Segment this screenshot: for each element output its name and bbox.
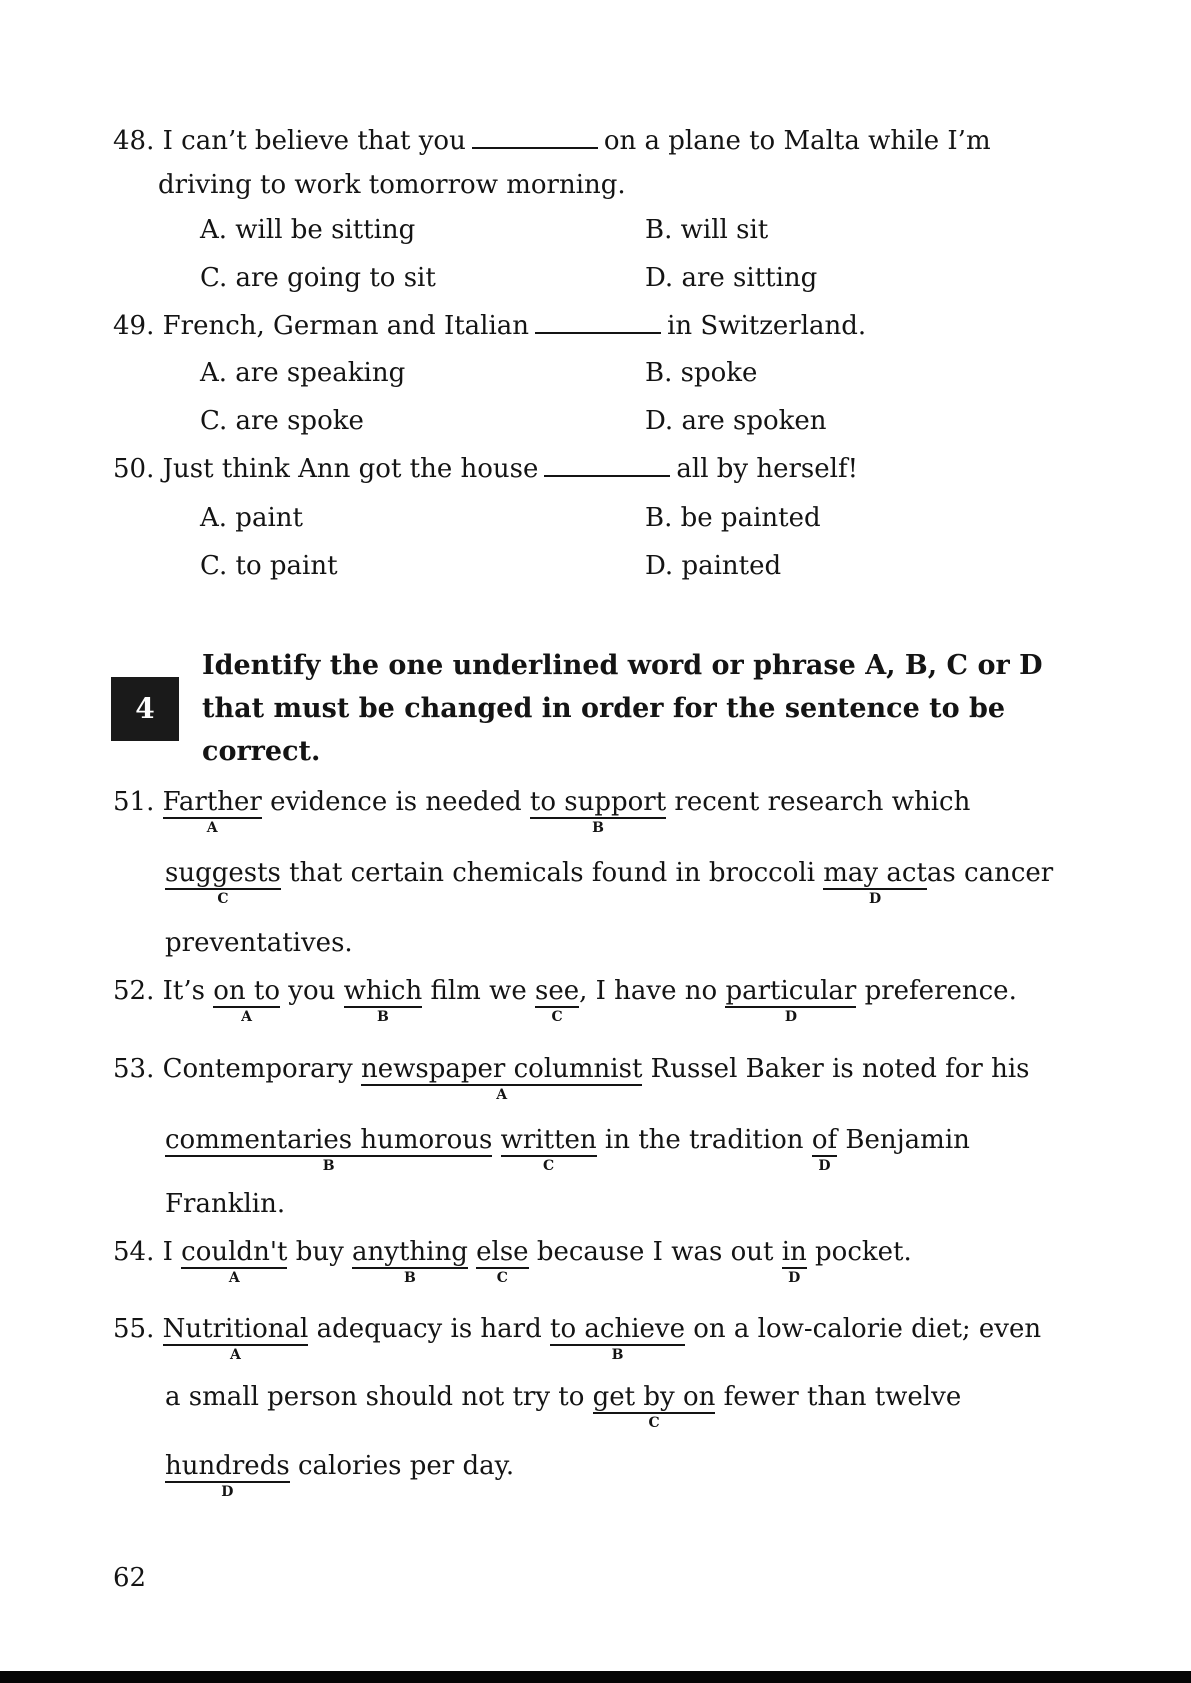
option-d: D. are spoken: [645, 406, 827, 436]
option-c: C. are spoke: [200, 406, 364, 436]
underlined-option-d: [811, 1125, 838, 1174]
underlined-option-d: [823, 858, 927, 907]
question-48: [113, 125, 991, 157]
underlined-option-a: [213, 976, 280, 1025]
option-label-d: D: [784, 1009, 797, 1025]
section-number-badge: 4: [111, 677, 179, 741]
sentence-text: , I have no: [579, 976, 718, 1006]
option-text: else: [476, 1237, 529, 1267]
sentence-text: buy: [295, 1237, 344, 1267]
option-text: hundreds: [165, 1451, 290, 1481]
underlined-option-d: [725, 976, 857, 1025]
option-label-c: C: [648, 1415, 660, 1431]
underlined-option-c: [534, 976, 580, 1025]
underlined-option-c: [165, 858, 281, 907]
sentence-text: on a low-calorie diet; even: [693, 1314, 1042, 1344]
section-instruction-line-3: correct.: [202, 736, 321, 767]
underlined-option-b: [352, 1237, 468, 1286]
section-instruction-line-2: that must be changed in order for the sentence to be: [202, 693, 1006, 724]
option-text: newspaper columnist: [361, 1054, 643, 1084]
option-label-c: C: [496, 1270, 508, 1286]
option-b: B. be painted: [645, 503, 821, 533]
question-50-stem: 50. Just think Ann got the house: [113, 454, 539, 484]
question-number: 51.: [113, 787, 155, 817]
option-label-b: B: [611, 1347, 624, 1363]
sentence-text: in the tradition: [604, 1125, 804, 1155]
option-a: A. will be sitting: [200, 215, 416, 245]
question-49-stem: 49. French, German and Italian: [113, 311, 530, 341]
option-text: of: [811, 1125, 838, 1155]
underlined-option-a: [162, 787, 262, 836]
question-53-line-3: Franklin.: [165, 1189, 286, 1219]
underlined-option-c: [500, 1125, 597, 1174]
option-text: which: [343, 976, 423, 1006]
option-label-b: B: [322, 1158, 335, 1174]
option-text: commentaries humorous: [165, 1125, 493, 1155]
question-55-line-2: [165, 1381, 962, 1431]
option-label-c: C: [551, 1009, 563, 1025]
question-number: 55.: [113, 1314, 155, 1344]
option-label-d: D: [788, 1270, 801, 1286]
underlined-option-c: [476, 1237, 529, 1286]
question-53: [113, 1053, 1030, 1103]
question-51: [113, 786, 971, 836]
question-49-stem-end: in Switzerland.: [667, 311, 867, 341]
option-c: C. to paint: [200, 551, 338, 581]
question-52: [113, 975, 1017, 1025]
option-text: written: [500, 1125, 597, 1155]
section-instruction-line-1: Identify the one underlined word or phrase A, B, C or D: [202, 650, 1043, 681]
option-label-d: D: [221, 1484, 234, 1500]
sentence-text: fewer than twelve: [723, 1382, 962, 1412]
option-text: Farther: [162, 787, 262, 817]
option-a: A. paint: [200, 503, 303, 533]
option-label-b: B: [404, 1270, 416, 1286]
underlined-option-a: [181, 1237, 288, 1286]
option-d: D. painted: [645, 551, 782, 581]
underlined-option-b: [343, 976, 423, 1025]
sentence-text: Benjamin: [845, 1125, 970, 1155]
option-label-a: A: [228, 1270, 240, 1286]
option-label-a: A: [206, 820, 218, 836]
option-text: particular: [725, 976, 857, 1006]
option-text: in: [781, 1237, 807, 1267]
option-text: Nutritional: [162, 1314, 309, 1344]
option-text: see: [534, 976, 580, 1006]
option-text: may act: [823, 858, 927, 888]
sentence-text: a small person should not try to: [165, 1382, 585, 1412]
underlined-option-b: [550, 1314, 685, 1363]
sentence-text: evidence is needed: [270, 787, 522, 817]
sentence-text: pocket.: [815, 1237, 912, 1267]
question-54: [113, 1236, 912, 1286]
option-label-a: A: [496, 1087, 508, 1103]
option-text: get by on: [592, 1382, 716, 1412]
sentence-text: you: [288, 976, 336, 1006]
option-text: on to: [213, 976, 280, 1006]
option-label-c: C: [217, 891, 229, 907]
scan-border: [0, 1671, 1191, 1683]
option-c: C. are going to sit: [200, 263, 436, 293]
option-text: couldn't: [181, 1237, 288, 1267]
question-55: [113, 1313, 1042, 1363]
sentence-text: because I was out: [536, 1237, 774, 1267]
question-49: [113, 310, 866, 342]
option-label-d: D: [869, 891, 882, 907]
sentence-text: adequacy is hard: [316, 1314, 542, 1344]
question-50: [113, 453, 858, 485]
sentence-text: film we: [430, 976, 527, 1006]
option-label-d: D: [818, 1158, 831, 1174]
option-label-a: A: [241, 1009, 253, 1025]
question-48-stem-end: on a plane to Malta while I’m: [603, 126, 991, 156]
question-number: 53. Contemporary: [113, 1054, 353, 1084]
option-label-a: A: [230, 1347, 241, 1363]
underlined-option-d: [781, 1237, 807, 1286]
underlined-option-d: [165, 1451, 290, 1500]
option-b: B. will sit: [645, 215, 769, 245]
page-number: 62: [113, 1563, 147, 1593]
question-53-line-2: [165, 1124, 970, 1174]
option-label-b: B: [592, 820, 604, 836]
question-51-line-2: [165, 857, 1054, 907]
sentence-text: as cancer: [926, 858, 1054, 888]
answer-blank: [535, 310, 661, 334]
option-text: anything: [352, 1237, 468, 1267]
answer-blank: [472, 125, 598, 149]
question-48-stem: 48. I can’t believe that you: [113, 126, 466, 156]
underlined-option-a: [162, 1314, 309, 1363]
option-text: to support: [529, 787, 667, 817]
question-55-line-3: [165, 1450, 515, 1500]
option-b: B. spoke: [645, 358, 758, 388]
sentence-text: preference.: [864, 976, 1017, 1006]
option-label-c: C: [543, 1158, 555, 1174]
underlined-option-a: [361, 1054, 643, 1103]
question-50-stem-end: all by herself!: [676, 454, 859, 484]
option-a: A. are speaking: [200, 358, 406, 388]
option-label-b: B: [377, 1009, 389, 1025]
underlined-option-c: [592, 1382, 716, 1431]
sentence-text: calories per day.: [297, 1451, 515, 1481]
option-d: D. are sitting: [645, 263, 818, 293]
underlined-option-b: [165, 1125, 493, 1174]
answer-blank: [544, 453, 670, 477]
question-number: 54. I: [113, 1237, 173, 1267]
question-48-line-2: driving to work tomorrow morning.: [158, 170, 626, 200]
underlined-option-b: [529, 787, 667, 836]
sentence-text: recent research which: [674, 787, 971, 817]
option-text: suggests: [165, 858, 281, 888]
sentence-text: Russel Baker is noted for his: [650, 1054, 1030, 1084]
question-51-line-3: preventatives.: [165, 928, 353, 958]
question-number: 52. It’s: [113, 976, 205, 1006]
sentence-text: that certain chemicals found in broccoli: [289, 858, 816, 888]
option-text: to achieve: [550, 1314, 685, 1344]
